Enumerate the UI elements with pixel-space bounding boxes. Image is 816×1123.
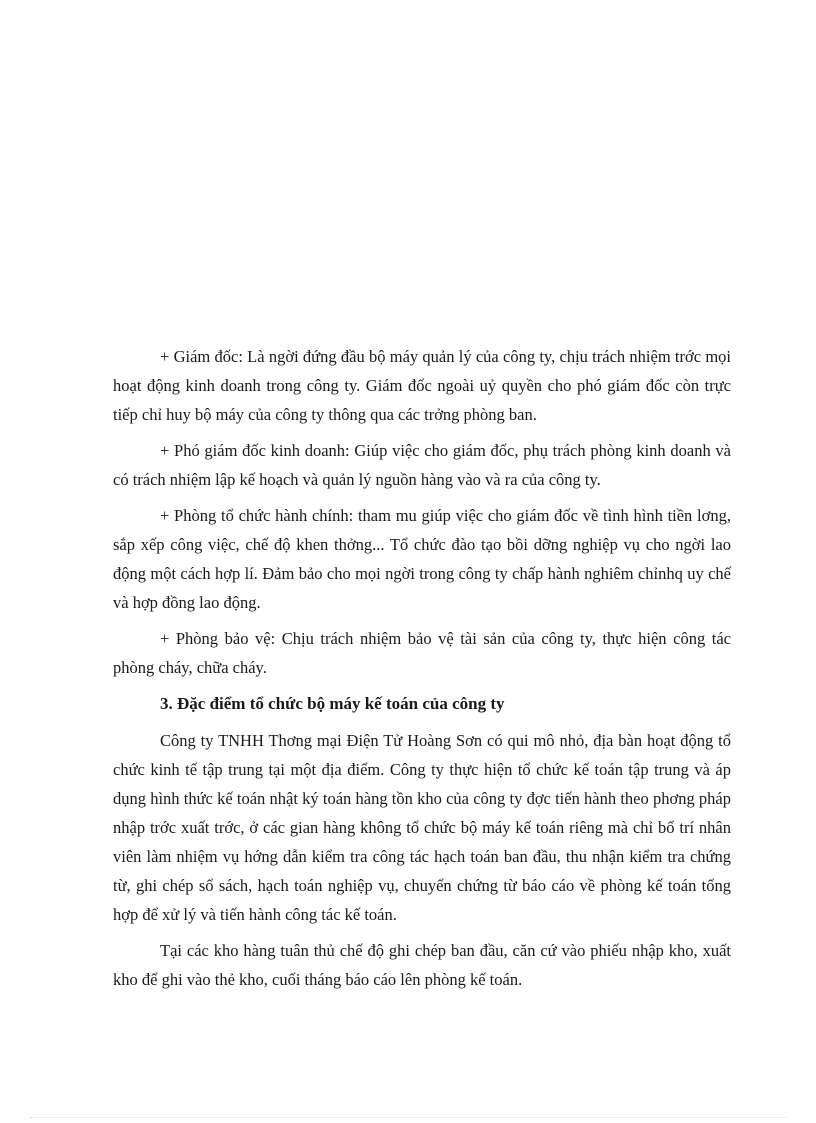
paragraph-phong-bao-ve: + Phòng bảo vệ: Chịu trách nhiệm bảo vệ tài sản của công ty, thực hiện công tác phòng cháy, chữa cháy.	[113, 629, 731, 677]
paragraph-phong-to-chuc: + Phòng tổ chức hành chính: tham mu giúp việc cho giám đốc về tình hình tiền lơng, sắp xếp công việc, chế độ khen thởng... Tổ chức đào tạo bồi dỡng nghiệp vụ cho ngời lao động một cách hợp lí. Đảm bảo cho mọi ngời trong công ty chấp hành nghiêm chỉnhq uy chế và hợp đồng lao động.	[113, 506, 731, 612]
page-bottom-rule	[30, 1117, 786, 1118]
paragraph-pho-giam-doc: + Phó giám đốc kinh doanh: Giúp việc cho giám đốc, phụ trách phòng kinh doanh và có trách nhiệm lập kế hoạch và quản lý nguồn hàng vào và ra của công ty.	[113, 441, 731, 489]
paragraph-giam-doc: + Giám đốc: Là ngời đứng đầu bộ máy quản lý của công ty, chịu trách nhiệm trớc mọi hoạt động kinh doanh trong công ty. Giám đốc ngoài uỷ quyền cho phó giám đốc còn trực tiếp chỉ huy bộ máy của công ty thông qua các trởng phòng ban.	[113, 347, 731, 424]
section-heading: 3. Đặc điểm tổ chức bộ máy kế toán của công ty	[160, 694, 505, 713]
page-body	[113, 342, 731, 1001]
paragraph-kho-hang: Tại các kho hàng tuân thủ chế độ ghi chép ban đầu, căn cứ vào phiếu nhập kho, xuất kho để ghi vào thẻ kho, cuối tháng báo cáo lên phòng kế toán.	[113, 941, 731, 989]
paragraph-section-intro: Công ty TNHH Thơng mại Điện Tử Hoàng Sơn có qui mô nhỏ, địa bàn hoạt động tổ chức kinh tế tập trung tại một địa điểm. Công ty thực hiện tổ chức kế toán tập trung và áp dụng hình thức kế toán nhật ký toán hàng tồn kho của công ty đợc tiến hành theo phơng pháp nhập trớc xuất trớc, ở các gian hàng không tổ chức bộ máy kế toán riêng mà chỉ bố trí nhân viên làm nhiệm vụ hớng dẫn kiểm tra công tác hạch toán ban đầu, thu nhận kiểm tra chứng từ, ghi chép sổ sách, hạch toán nghiệp vụ, chuyển chứng từ báo cáo về phòng kế toán tổng hợp để xử lý và tiến hành công tác kế toán.	[113, 731, 731, 924]
